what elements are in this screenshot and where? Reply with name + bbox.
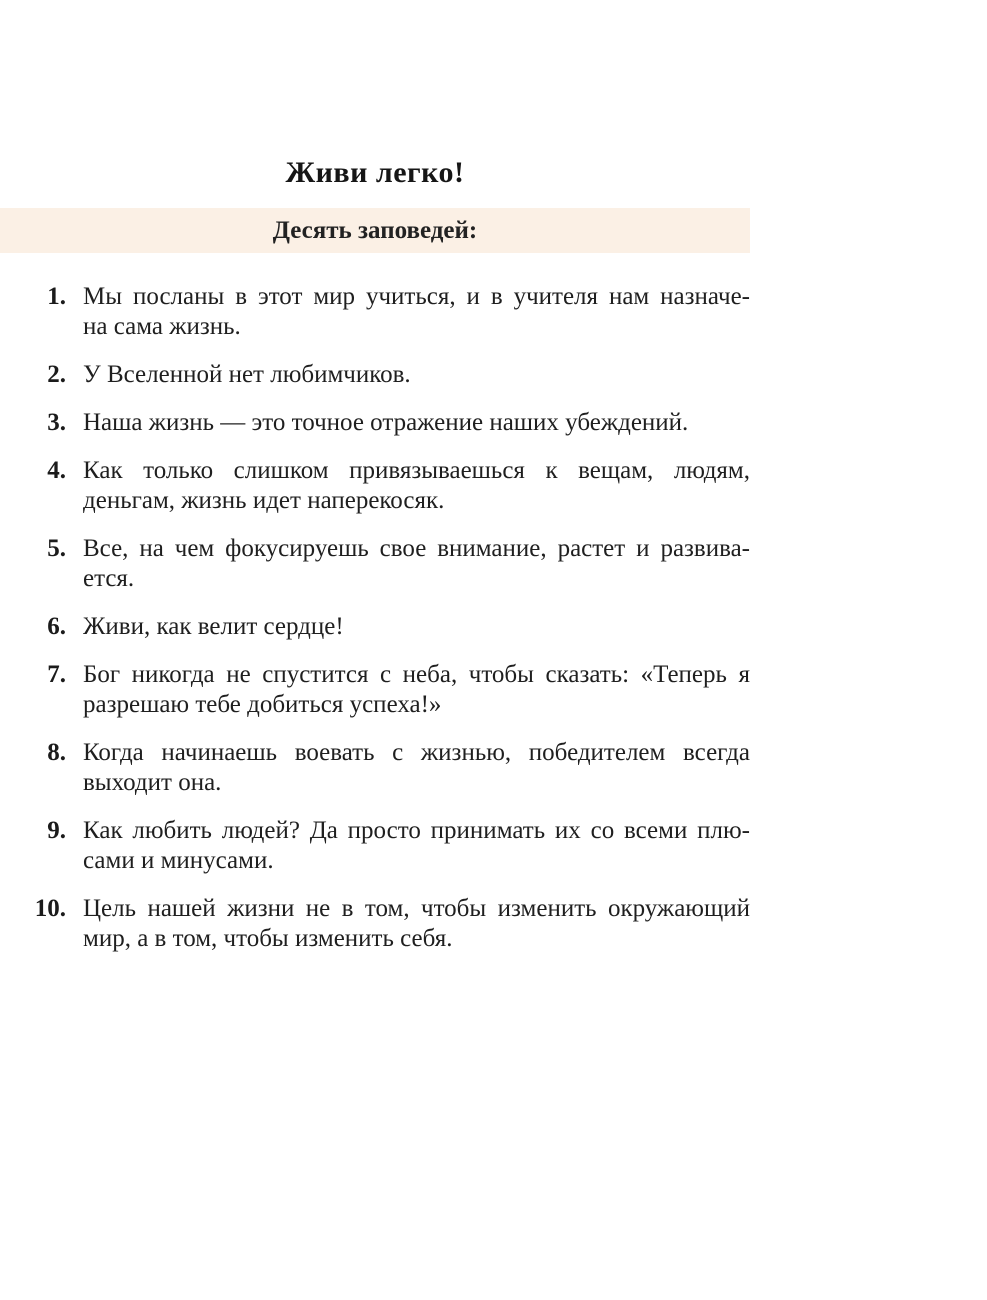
list-item-text xyxy=(83,360,750,390)
list-item xyxy=(0,738,750,798)
commandments-list xyxy=(0,282,750,972)
list-item-line: Когда начинаешь воевать с жизнью, победителем всегда xyxy=(83,739,750,766)
list-item-line: деньгам, жизнь идет наперекосяк. xyxy=(83,487,445,514)
list-item xyxy=(0,456,750,516)
list-item xyxy=(0,408,750,438)
list-item-line: У Вселенной нет любимчиков. xyxy=(83,361,411,388)
list-item-text xyxy=(83,612,750,642)
list-item xyxy=(0,612,750,642)
list-item-line: Как любить людей? Да просто принимать их со всеми плю- xyxy=(83,817,750,844)
list-item-line: выходит она. xyxy=(83,769,222,796)
list-item-line: разрешаю тебе добиться успеха!» xyxy=(83,691,442,718)
list-item-number: 1. xyxy=(47,283,66,310)
list-item xyxy=(0,894,750,954)
list-item-line: мир, а в том, чтобы изменить себя. xyxy=(83,925,453,952)
section-banner xyxy=(0,208,750,253)
list-item xyxy=(0,816,750,876)
list-item-text xyxy=(83,660,750,720)
list-item-line: ется. xyxy=(83,565,135,592)
list-item-line: Цель нашей жизни не в том, чтобы изменить окружающий xyxy=(83,895,750,922)
list-item-number: 2. xyxy=(47,361,66,388)
list-item-number: 3. xyxy=(47,409,66,436)
list-item-line: Как только слишком привязываешься к вещам, людям, xyxy=(83,457,750,484)
list-item xyxy=(0,282,750,342)
list-item xyxy=(0,360,750,390)
list-item-number: 9. xyxy=(47,817,66,844)
list-item-text xyxy=(83,408,750,438)
list-item-line: на сама жизнь. xyxy=(83,313,241,340)
section-banner-title: Десять заповедей: xyxy=(272,216,478,244)
list-item-number: 10. xyxy=(34,895,66,922)
list-item-line: сами и минусами. xyxy=(83,847,274,874)
list-item-number: 7. xyxy=(47,661,66,688)
list-item xyxy=(0,534,750,594)
list-item-number: 4. xyxy=(47,457,66,484)
list-item-line: Наша жизнь — это точное отражение наших убеждений. xyxy=(83,409,689,436)
list-item-text xyxy=(83,282,750,342)
list-item-text xyxy=(83,534,750,594)
list-item-number: 6. xyxy=(47,613,66,640)
list-item-line: Бог никогда не спустится с неба, чтобы сказать: «Теперь я xyxy=(83,661,750,688)
list-item-text xyxy=(83,816,750,876)
list-item-line: Мы посланы в этот мир учиться, и в учителя нам назначе- xyxy=(83,283,750,310)
page-title: Живи легко! xyxy=(285,156,465,189)
list-item-line: Живи, как велит сердце! xyxy=(83,613,344,640)
list-item-number: 5. xyxy=(47,535,66,562)
list-item-number: 8. xyxy=(47,739,66,766)
list-item-text xyxy=(83,738,750,798)
list-item-text xyxy=(83,894,750,954)
list-item xyxy=(0,660,750,720)
list-item-text xyxy=(83,456,750,516)
list-item-line: Все, на чем фокусируешь свое внимание, растет и развива- xyxy=(83,535,750,562)
